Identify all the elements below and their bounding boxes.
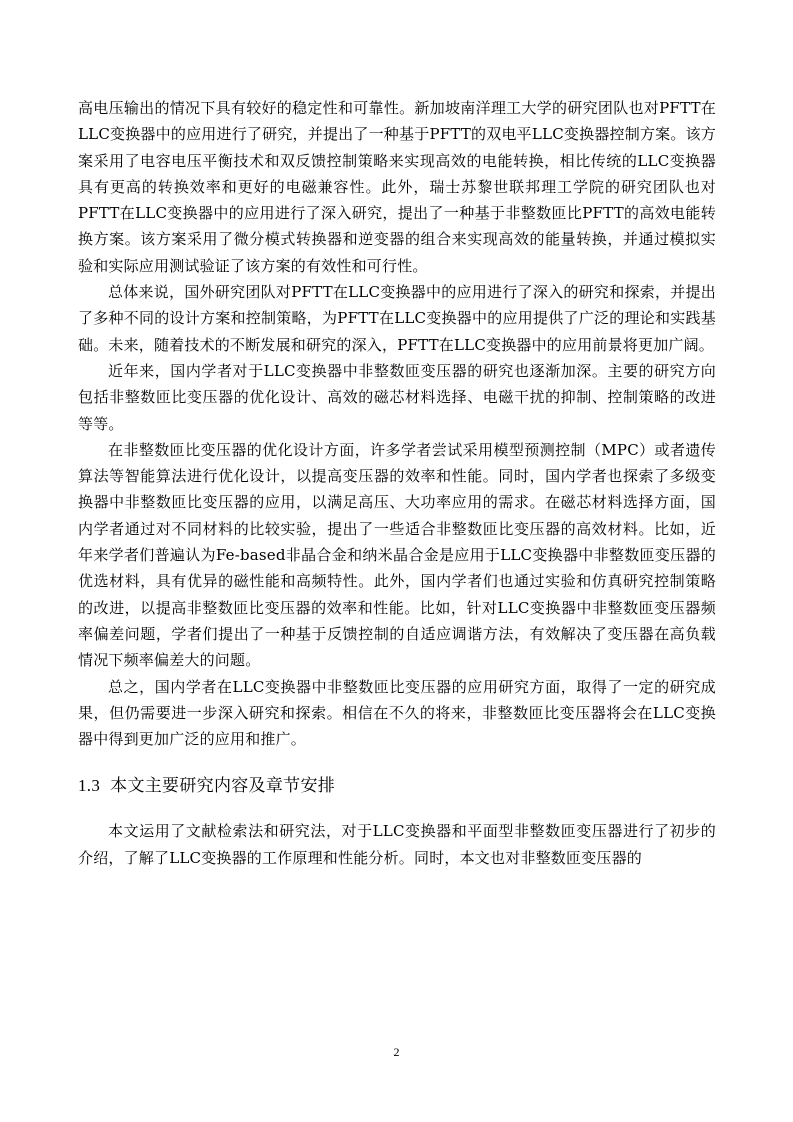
- section-heading: [78, 772, 716, 800]
- paragraph-domestic-overview: 近年来，国内学者对于LLC变换器中非整数匝变压器的研究也逐渐加深。主要的研究方向包括非整数匝比变压器的优化设计、高效的磁芯材料选择、电磁干扰的抑制、控制策略的改进等等。: [78, 361, 716, 433]
- paragraph-section-intro: 本文运用了文献检索法和研究法，对于LLC变换器和平面型非整数匝变压器进行了初步的介绍，了解了LLC变换器的工作原理和性能分析。同时，本文也对非整数匝变压器的: [78, 822, 716, 867]
- section-title: 本文主要研究内容及章节安排: [110, 776, 336, 797]
- paragraph-intro-continued: 高电压输出的情况下具有较好的稳定性和可靠性。新加坡南洋理工大学的研究团队也对PFTT在LLC变换器中的应用进行了研究，并提出了一种基于PFTT的双电平LLC变换器控制方案。该方案采用了电容电压平衡技术和双反馈控制策略来实现高效的电能转换，相比传统的LLC变换器具有更高的转换效率和更好的电磁兼容性。此外，瑞士苏黎世联邦理工学院的研究团队也对PFTT在LLC变换器中的应用进行了深入研究，提出了一种基于非整数匝比PFTT的高效电能转换方案。该方案采用了微分模式转换器和逆变器的组合来实现高效的能量转换，并通过模拟实验和实际应用测试验证了该方案的有效性和可行性。: [78, 99, 716, 275]
- paragraph-optimization-design: 在非整数匝比变压器的优化设计方面，许多学者尝试采用模型预测控制（MPC）或者遗传算法等智能算法进行优化设计，以提高变压器的效率和性能。同时，国内学者也探索了多级变换器中非整数匝比变压器的应用，以满足高压、大功率应用的需求。在磁芯材料选择方面，国内学者通过对不同材料的比较实验，提出了一些适合非整数匝比变压器的高效材料。比如，近年来学者们普遍认为Fe-based非晶合金和纳米晶合金是应用于LLC变换器中非整数匝变压器的优选材料，具有优异的磁性能和高频特性。此外，国内学者们也通过实验和仿真研究控制策略的改进，以提高非整数匝比变压器的效率和性能。比如，针对LLC变换器中非整数匝变压器频率偏差问题，学者们提出了一种基于反馈控制的自适应调谐方法，有效解决了变压器在高负载情况下频率偏差大的问题。: [78, 440, 716, 670]
- page-number: 2: [393, 1045, 400, 1059]
- body-text: [78, 95, 716, 871]
- paragraph-domestic-summary: 总之，国内学者在LLC变换器中非整数匝比变压器的应用研究方面，取得了一定的研究成果，但仍需要进一步深入研究和探索。相信在不久的将来，非整数匝比变压器将会在LLC变换器中得到更加广泛的应用和推广。: [78, 677, 716, 749]
- section-number: 1.3: [78, 776, 101, 796]
- paragraph-foreign-summary: 总体来说，国外研究团队对PFTT在LLC变换器中的应用进行了深入的研究和探索，并提出了多种不同的设计方案和控制策略，为PFTT在LLC变换器中的应用提供了广泛的理论和实践基础。未来，随着技术的不断发展和研究的深入，PFTT在LLC变换器中的应用前景将更加广阔。: [78, 283, 716, 354]
